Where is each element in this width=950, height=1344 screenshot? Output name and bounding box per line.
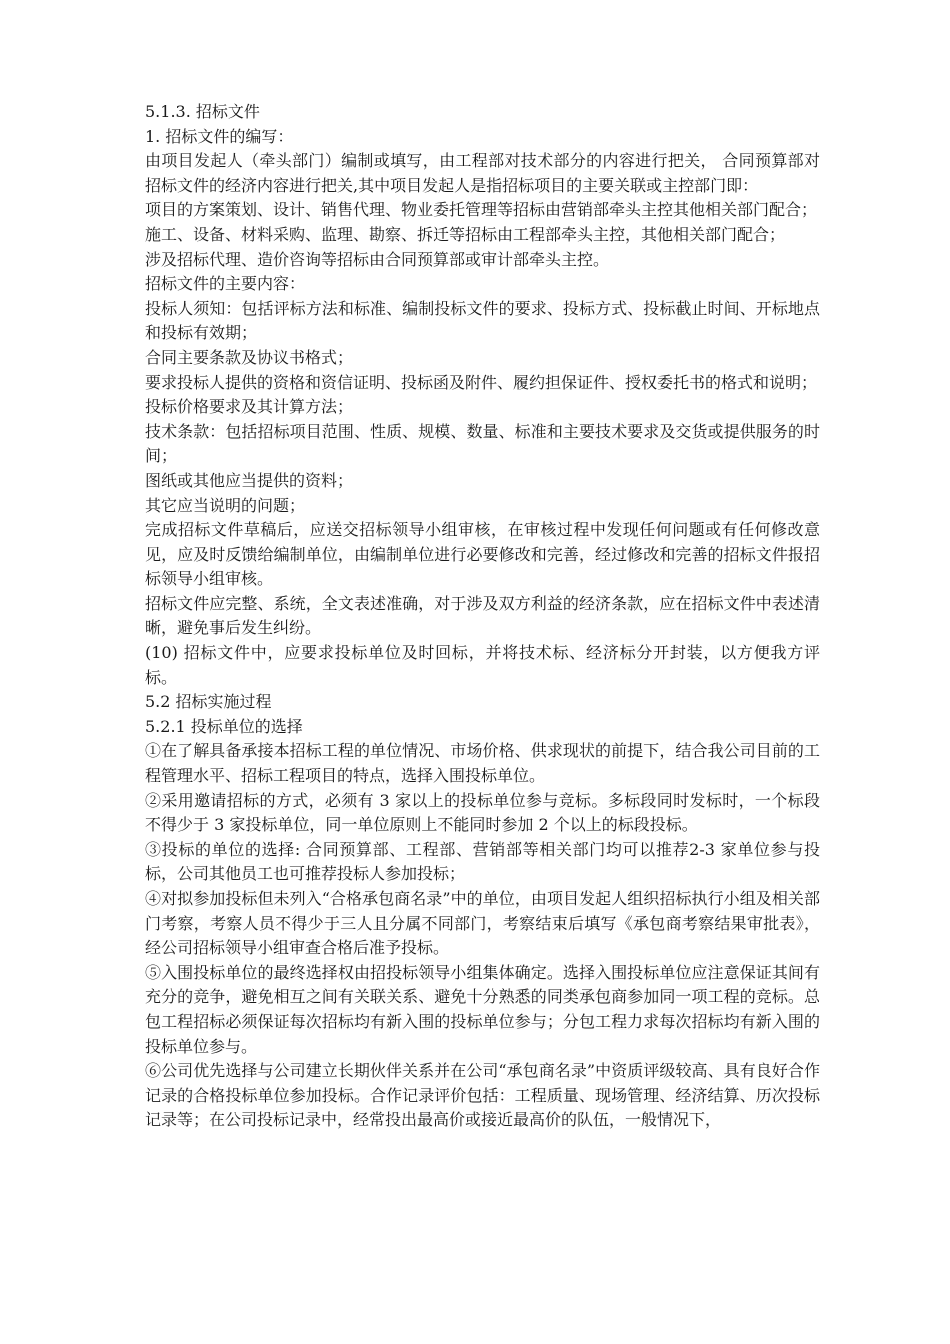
subsection-heading: 1. 招标文件的编写：	[145, 126, 294, 146]
paragraph: 项目的方案策划、设计、销售代理、物业委托管理等招标由营销部牵头主控其他相关部门配合；	[145, 200, 818, 220]
paragraph: ①在了解具备承接本招标工程的单位情况、市场价格、供求现状的前提下，结合我公司目前的工程管理水平、招标工程项目的特点，选择入围投标单位。	[145, 741, 820, 786]
paragraph: ⑤入围投标单位的最终选择权由招投标领导小组集体确定。选择入围投标单位应注意保证其间有充分的竞争，避免相互之间有关联关系、避免十分熟悉的同类承包商参加同一项工程的竞标。总包工程招标必须保证每次招标均有新入围的投标单位参与；分包工程力求每次招标均有新入围的投标单位参与。	[145, 962, 820, 1056]
paragraph: (10) 招标文件中，应要求投标单位及时回标，并将技术标、经济标分开封装，以方便我方评标。	[145, 643, 820, 687]
paragraph: 涉及招标代理、造价咨询等招标由合同预算部或审计部牵头主控。	[145, 249, 610, 269]
paragraph: 由项目发起人（牵头部门）编制或填写，由工程部对技术部分的内容进行把关， 合同预算部对招标文件的经济内容进行把关,其中项目发起人是指招标项目的主要关联或主控部门即：	[145, 151, 820, 195]
paragraph: ⑥公司优先选择与公司建立长期伙伴关系并在公司“承包商名录”中资质评级较高、具有良好合作记录的合格投标单位参加投标。合作记录评价包括：工程质量、现场管理、经济结算、历次投标记录等；在公司投标记录中，经常投出最高价或接近最高价的队伍，一般情况下，	[145, 1061, 820, 1130]
paragraph: 施工、设备、材料采购、监理、勘察、拆迁等招标由工程部牵头主控，其他相关部门配合；	[145, 224, 786, 244]
subsection-heading: 5.2.1 投标单位的选择	[145, 716, 303, 736]
paragraph: ③投标的单位的选择: 合同预算部、工程部、营销部等相关部门均可以推荐2-3 家单位参与投标，公司其他员工也可推荐投标人参加投标；	[145, 839, 820, 884]
paragraph: 技术条款：包括招标项目范围、性质、规模、数量、标准和主要技术要求及交货或提供服务的时间；	[145, 421, 820, 466]
paragraph: 投标价格要求及其计算方法；	[145, 397, 354, 417]
document-page	[145, 100, 820, 1133]
paragraph: ②采用邀请招标的方式，必须有 3 家以上的投标单位参与竞标。多标段同时发标时，一个标段不得少于 3 家投标单位，同一单位原则上不能同时参加 2 个以上的标段投标。	[145, 790, 820, 835]
section-heading: 5.2 招标实施过程	[145, 692, 272, 712]
paragraph: 其它应当说明的问题；	[145, 495, 306, 515]
paragraph: 招标文件的主要内容：	[145, 274, 306, 294]
paragraph: 招标文件应完整、系统，全文表述准确，对于涉及双方利益的经济条款，应在招标文件中表述清晰，避免事后发生纠纷。	[145, 593, 820, 638]
paragraph: ④对拟参加投标但未列入“合格承包商名录”中的单位，由项目发起人组织招标执行小组及相关部门考察，考察人员不得少于三人且分属不同部门，考察结束后填写《承包商考察结果审批表》，经公司招标领导小组审查合格后准予投标。	[145, 889, 820, 958]
paragraph: 完成招标文件草稿后，应送交招标领导小组审核，在审核过程中发现任何问题或有任何修改意见，应及时反馈给编制单位，由编制单位进行必要修改和完善，经过修改和完善的招标文件报招标领导小组审核。	[145, 520, 820, 589]
paragraph: 图纸或其他应当提供的资料；	[145, 470, 354, 490]
paragraph: 要求投标人提供的资格和资信证明、投标函及附件、履约担保证件、授权委托书的格式和说明；	[145, 372, 818, 392]
paragraph: 投标人须知：包括评标方法和标准、编制投标文件的要求、投标方式、投标截止时间、开标地点和投标有效期；	[145, 298, 820, 343]
paragraph: 合同主要条款及协议书格式；	[145, 347, 354, 367]
section-heading: 5.1.3. 招标文件	[145, 102, 260, 121]
